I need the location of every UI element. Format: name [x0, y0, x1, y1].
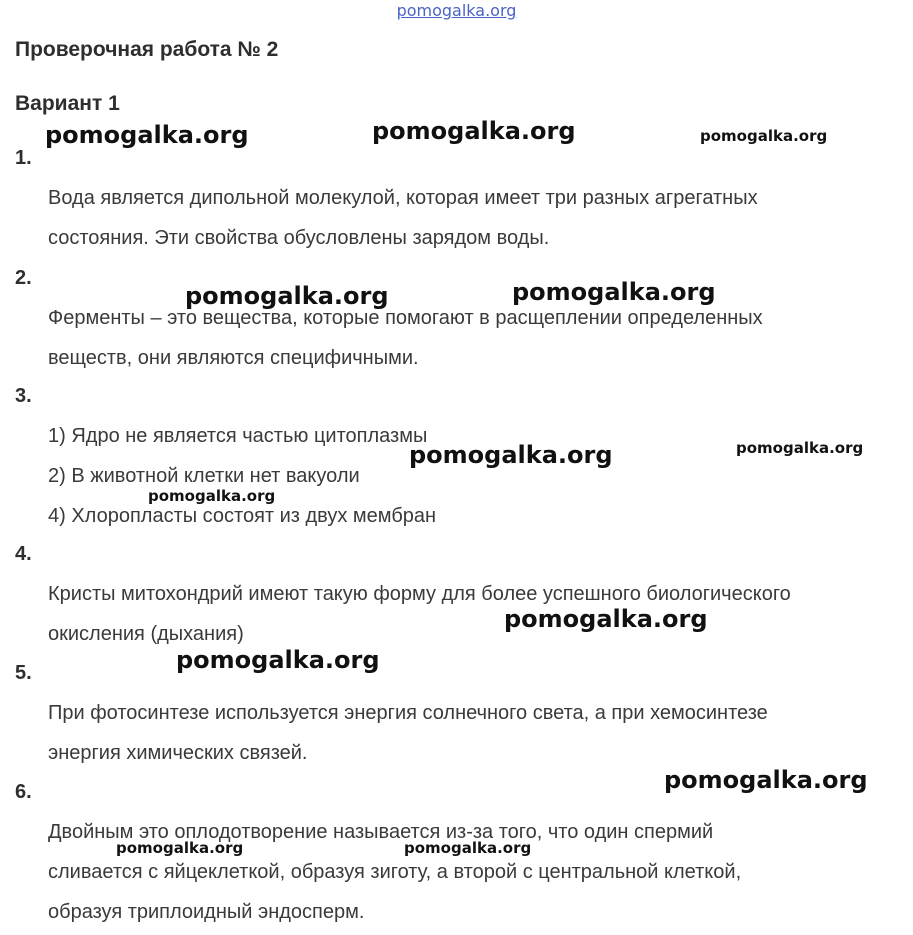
answer-line: сливается с яйцеклеткой, образуя зиготу, а второй с центральной клеткой,: [48, 861, 742, 883]
watermark: pomogalka.org: [116, 839, 244, 857]
watermark: pomogalka.org: [404, 839, 532, 857]
answer-3: [48, 416, 436, 536]
watermark: pomogalka.org: [45, 121, 249, 149]
question-number-3: 3.: [15, 385, 32, 407]
watermark: pomogalka.org: [700, 127, 828, 145]
answer-line: энергия химических связей.: [48, 742, 308, 764]
answer-6: [48, 812, 741, 932]
answer-2: [48, 298, 763, 378]
answer-line: Двойным это оплодотворение называется из-за того, что один спермий: [48, 821, 714, 843]
page-title: Проверочная работа № 2: [15, 38, 279, 61]
watermark: pomogalka.org: [736, 439, 864, 457]
answer-line: 4) Хлоропласты состоят из двух мембран: [48, 505, 437, 527]
watermark: pomogalka.org: [185, 282, 389, 310]
question-number-5: 5.: [15, 662, 32, 684]
answer-line: Ферменты – это вещества, которые помогают в расщеплении определенных: [48, 307, 763, 329]
watermark: pomogalka.org: [176, 646, 380, 674]
watermark: pomogalka.org: [664, 766, 868, 794]
answer-line: Вода является дипольной молекулой, которая имеет три разных агрегатных: [48, 187, 758, 209]
site-link[interactable]: pomogalka.org: [396, 1, 517, 20]
question-number-2: 2.: [15, 267, 32, 289]
question-number-6: 6.: [15, 781, 32, 803]
answer-line: образуя триплоидный эндосперм.: [48, 901, 365, 923]
answer-line: состояния. Эти свойства обусловлены зарядом воды.: [48, 227, 550, 249]
question-number-4: 4.: [15, 543, 32, 565]
answer-line: 1) Ядро не является частью цитоплазмы: [48, 425, 428, 447]
variant-heading: Вариант 1: [15, 92, 120, 115]
answer-1: [48, 178, 758, 258]
answer-line: веществ, они являются специфичными.: [48, 347, 419, 369]
question-number-1: 1.: [15, 147, 32, 169]
watermark: pomogalka.org: [148, 487, 276, 505]
answer-5: [48, 693, 768, 773]
answer-line: При фотосинтезе используется энергия солнечного света, а при хемосинтезе: [48, 702, 768, 724]
answer-line: Кристы митохондрий имеют такую форму для более успешного биологического: [48, 583, 791, 605]
watermark: pomogalka.org: [504, 605, 708, 633]
watermark: pomogalka.org: [372, 117, 576, 145]
watermark: pomogalka.org: [409, 441, 613, 469]
watermark: pomogalka.org: [512, 278, 716, 306]
answer-line: 2) В животной клетки нет вакуоли: [48, 465, 360, 487]
answer-line: окисления (дыхания): [48, 623, 244, 645]
